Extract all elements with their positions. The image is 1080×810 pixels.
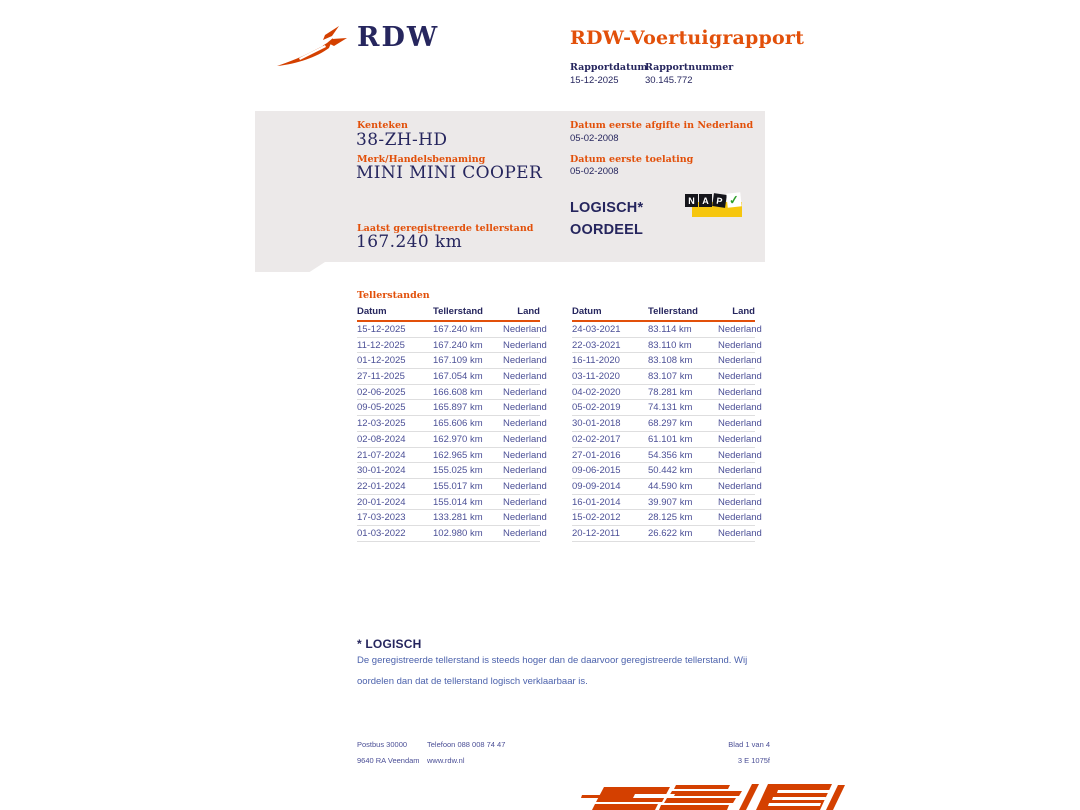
table-cell: 05-02-2019 [572, 402, 621, 414]
table-cell: Nederland [718, 480, 762, 492]
table-row [572, 448, 762, 464]
table-cell: 21-07-2024 [357, 449, 406, 461]
eerste-afgifte-label: Datum eerste afgifte in Nederland [570, 120, 754, 131]
table-row [357, 385, 547, 401]
table-row [572, 322, 762, 338]
footer-meta [660, 737, 770, 769]
table-cell: Nederland [718, 527, 762, 539]
report-number-value: 30.145.772 [645, 75, 693, 86]
table-cell: Nederland [503, 496, 547, 508]
oordeel-text [570, 197, 643, 241]
table-row [572, 510, 762, 526]
table-cell: 28.125 km [648, 512, 693, 524]
table-cell: 166.608 km [433, 386, 483, 398]
table-row [572, 369, 762, 385]
eerste-afgifte-value: 05-02-2008 [570, 133, 619, 144]
table-body [357, 322, 547, 542]
table-row [572, 338, 762, 354]
table-cell: Nederland [718, 355, 762, 367]
table-cell: Nederland [718, 433, 762, 445]
column-header-land: Land [732, 306, 755, 317]
footer-website: www.rdw.nl [427, 756, 465, 765]
table-header-row [572, 306, 755, 322]
table-cell: Nederland [503, 465, 547, 477]
table-cell: 03-11-2020 [572, 371, 620, 383]
table-cell: 22-01-2024 [357, 480, 406, 492]
rdw-wing-fragment-graphic [580, 772, 846, 810]
table-cell: 09-06-2015 [572, 465, 621, 477]
footer-form-code: 3 E 1075f [737, 756, 770, 765]
kenteken-label: Kenteken [357, 120, 408, 131]
table-cell: 17-03-2023 [357, 512, 406, 524]
logisch-explanation-body: De geregistreerde tellerstand is steeds hoger dan de daarvoor geregistreerde tellerstand. Wij oordelen dan dat de tellerstand logisch verklaarbaar is. [357, 655, 748, 687]
table-cell: 27-01-2016 [572, 449, 621, 461]
table-cell: Nederland [503, 386, 547, 398]
table-cell: 44.590 km [648, 480, 693, 492]
table-row [572, 432, 762, 448]
table-cell: Nederland [718, 418, 762, 430]
table-row [357, 510, 547, 526]
vehicle-summary-panel [255, 111, 765, 262]
table-cell: Nederland [503, 418, 547, 430]
table-cell: 11-12-2025 [357, 339, 405, 351]
table-cell: 02-08-2024 [357, 433, 406, 445]
footer-phone: Telefoon 088 008 74 47 [427, 740, 506, 749]
table-cell: 167.240 km [433, 339, 483, 351]
table-row [572, 353, 762, 369]
footer-contact [427, 737, 505, 769]
table-row [572, 416, 762, 432]
table-cell: 12-03-2025 [357, 418, 406, 430]
table-cell: Nederland [503, 339, 547, 351]
column-header-tellerstand: Tellerstand [648, 306, 698, 317]
table-cell: Nederland [718, 386, 762, 398]
document-title: RDW-Voertuigrapport [570, 27, 805, 49]
table-cell: Nederland [503, 355, 547, 367]
table-cell: 165.606 km [433, 418, 483, 430]
table-cell: 155.025 km [433, 465, 483, 477]
table-cell: 22-03-2021 [572, 339, 621, 351]
nap-letter-p: P [712, 193, 727, 208]
table-row [357, 353, 547, 369]
table-cell: 01-03-2022 [357, 527, 406, 539]
table-cell: 83.108 km [648, 355, 693, 367]
table-cell: Nederland [718, 512, 762, 524]
table-row [357, 526, 547, 542]
table-cell: 155.014 km [433, 496, 483, 508]
logisch-explanation-heading: * LOGISCH [357, 637, 422, 651]
eerste-toelating-label: Datum eerste toelating [570, 154, 694, 165]
table-cell: Nederland [503, 480, 547, 492]
table-cell: Nederland [503, 449, 547, 461]
table-cell: Nederland [718, 371, 762, 383]
table-cell: 165.897 km [433, 402, 483, 414]
table-cell: 74.131 km [648, 402, 693, 414]
table-cell: Nederland [503, 527, 547, 539]
table-cell: 167.109 km [433, 355, 483, 367]
table-cell: Nederland [718, 402, 762, 414]
table-row [357, 400, 547, 416]
table-cell: 27-11-2025 [357, 371, 405, 383]
oordeel-line1: LOGISCH* [570, 200, 644, 216]
table-cell: 16-01-2014 [572, 496, 621, 508]
table-row [357, 479, 547, 495]
table-header-row [357, 306, 540, 322]
table-row [572, 479, 762, 495]
table-cell: 15-12-2025 [357, 324, 406, 335]
table-row [357, 369, 547, 385]
table-cell: 133.281 km [433, 512, 483, 524]
table-cell: 02-02-2017 [572, 433, 621, 445]
eerste-toelating-value: 05-02-2008 [570, 166, 619, 177]
table-cell: 54.356 km [648, 449, 693, 461]
rdw-wing-logo-icon [275, 24, 351, 70]
table-cell: 30-01-2024 [357, 465, 406, 477]
table-cell: 24-03-2021 [572, 324, 621, 335]
table-cell: 15-02-2012 [572, 512, 621, 524]
footer-page-number: Blad 1 van 4 [728, 740, 770, 749]
table-cell: 167.054 km [433, 371, 483, 383]
table-row [572, 385, 762, 401]
column-header-land: Land [517, 306, 540, 317]
table-cell: Nederland [718, 449, 762, 461]
table-cell: Nederland [718, 339, 762, 351]
table-row [572, 400, 762, 416]
table-cell: 78.281 km [648, 386, 693, 398]
laatste-tellerstand-label: Laatst geregistreerde tellerstand [357, 223, 534, 234]
nap-letter-a: A [699, 194, 712, 207]
table-cell: 20-01-2024 [357, 496, 406, 508]
table-cell: 162.965 km [433, 449, 483, 461]
footer-address [357, 737, 420, 769]
tellerstanden-table-right [572, 306, 762, 542]
table-body [572, 322, 762, 542]
table-cell: 26.622 km [648, 527, 693, 539]
table-cell: 102.980 km [433, 527, 483, 539]
column-header-tellerstand: Tellerstand [433, 306, 483, 317]
oordeel-line2: OORDEEL [570, 222, 644, 238]
table-cell: Nederland [718, 496, 762, 508]
table-cell: 16-11-2020 [572, 355, 620, 367]
report-date-value: 15-12-2025 [570, 75, 619, 86]
table-cell: 83.110 km [648, 339, 692, 351]
table-cell: 39.907 km [648, 496, 693, 508]
table-cell: 61.101 km [648, 433, 693, 445]
tellerstanden-heading: Tellerstanden [357, 290, 430, 301]
kenteken-value: 38-ZH-HD [356, 130, 448, 150]
laatste-tellerstand-value: 167.240 km [356, 232, 463, 252]
table-cell: Nederland [503, 324, 547, 335]
table-cell: 30-01-2018 [572, 418, 621, 430]
table-cell: 167.240 km [433, 324, 483, 335]
table-cell: Nederland [718, 465, 762, 477]
table-cell: 02-06-2025 [357, 386, 406, 398]
table-row [357, 322, 547, 338]
table-row [572, 463, 762, 479]
merk-value: MINI MINI COOPER [356, 163, 543, 183]
footer-address-line1: Postbus 30000 [357, 740, 408, 749]
summary-panel-tab [255, 262, 325, 272]
table-row [357, 338, 547, 354]
table-cell: Nederland [503, 402, 547, 414]
report-date-label: Rapportdatum [570, 62, 648, 73]
table-cell: 155.017 km [433, 480, 483, 492]
table-row [357, 416, 547, 432]
table-cell: 09-05-2025 [357, 402, 406, 414]
merk-label: Merk/Handelsbenaming [357, 154, 486, 165]
table-cell: 01-12-2025 [357, 355, 406, 367]
table-row [357, 432, 547, 448]
table-row [572, 495, 762, 511]
table-row [357, 495, 547, 511]
nap-logo [685, 193, 743, 220]
nap-letter-n: N [685, 194, 698, 207]
table-row [357, 448, 547, 464]
column-header-datum: Datum [572, 306, 602, 317]
table-cell: Nederland [503, 512, 547, 524]
table-cell: 50.442 km [648, 465, 693, 477]
table-cell: 68.297 km [648, 418, 693, 430]
tellerstanden-table-left [357, 306, 547, 542]
footer-address-line2: 9640 RA Veendam [357, 756, 420, 765]
report-number-label: Rapportnummer [645, 62, 734, 73]
table-cell: 83.114 km [648, 324, 692, 335]
table-row [572, 526, 762, 542]
nap-checkmark-icon: ✓ [728, 192, 740, 208]
table-cell: 83.107 km [648, 371, 693, 383]
table-cell: Nederland [718, 324, 762, 335]
table-cell: Nederland [503, 371, 547, 383]
rdw-wordmark: RDW [357, 22, 440, 53]
table-cell: 04-02-2020 [572, 386, 621, 398]
table-cell: Nederland [503, 433, 547, 445]
table-cell: 09-09-2014 [572, 480, 621, 492]
table-cell: 162.970 km [433, 433, 483, 445]
table-cell: 20-12-2011 [572, 527, 620, 539]
table-row [357, 463, 547, 479]
column-header-datum: Datum [357, 306, 387, 317]
